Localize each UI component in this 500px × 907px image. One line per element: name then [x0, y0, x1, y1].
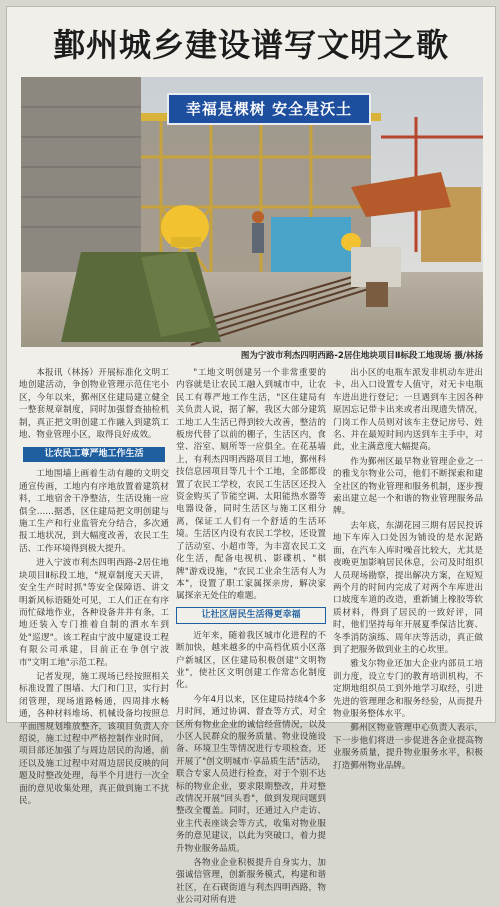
article-column-1	[19, 367, 169, 806]
paragraph: 鄞州区物业管理中心负责人表示，下一步他们将进一步促进各企业提高物业服务质量，提升物业服务水平，积极打造鄞州物业品牌。	[333, 723, 483, 771]
paragraph: 今年4月以来，区住建局持续4个多月时间，通过协调、督查等方式，对全区所有物业企业的诚信经营情况，以及小区人民群众的服务质量、物业设施设备、环境卫生等情况进行专项检查，还开展了"创文明城市·享品质生活"活动，联合专家人员进行检查，对于个别不达标的物业企业，要求限期整改，并对整改情况开展"回头看"，做到发现问题到整改全覆盖。同时，还通过入户走访、业主代表座谈会等方式，收集对物业服务的意见建议，以此为突破口，着力提升物业服务品质。	[176, 694, 326, 854]
paragraph: "工地文明创建另一个非常重要的内容就是让农民工融入到城市中，让农民工有尊严地工作生活，"区住建局有关负责人说，据了解，我区大部分建筑工地工人生活已得到较大改善，整洁的板房代替了以前的棚子，生活区内，食堂、浴室、厕所等一应俱全。在花基墙上，有利杰四明西路项目工地，鄞州科技信息园项目等几十个工地，全部都设置了农民工学校，农民工生活区还投入资金购买了节能空调、太阳能热水器等电器设备，同时生活区与施工区相分离，保证工人们有一个舒适的生活环境。生活区内设有农民工学校，还设置了活动室、小超市等，为丰富农民工文化生活，配备电视机、影碟机、"棋牌"游戏设施，"农民工业余生活有人为本"，设置了职工家属探亲房，解决家属探亲无处住的难题。	[176, 368, 326, 602]
paragraph: 作为鄞州区最早物业管理企业之一的雅戈尔物业公司，他们不断探索和建全社区的物业管理和服务机制，逐步搜索出建立起一个和谐的物业管理服务品牌。	[333, 456, 483, 517]
photo-caption: 图为宁波市利杰四明西路-2居住地块项目Ⅱ标段工地现场 摄/林扬	[240, 351, 483, 361]
paragraph: 近年来，随着我区城市化进程的不断加快，越来越多的中高档优质小区落户新城区，区住建局积极创建"文明物业"，使社区文明创建工作常态化制度化。	[176, 630, 326, 691]
paragraph: 进入宁波市利杰四明西路-2居住地块项目Ⅱ标段工地，"规章制度天天讲，安全生产时时抓"等安全保障语、讲文明新风标语随处可见，工人们正在有序而忙碌地作业，各种设备井井有条，工地还装入专门推着自制的洒水车到处"巡逻"。该工程由宁波中厦建设工程有限公司承建，目前正在争创宁波市"文明工地"示范工程。	[19, 558, 169, 668]
newspaper-page	[6, 6, 496, 906]
headline: 鄞州城乡建设谱写文明之歌	[52, 26, 449, 64]
subheading-migrant-workers: 让农民工尊严地工作生活	[23, 447, 165, 462]
subheading-residents: 让社区居民生活得更幸福	[176, 607, 326, 624]
paragraph: 去年底，东湖花园三期有居民投诉地下车库入口处因为铺设的是水泥路面，在汽车入库时噪音比较大，尤其是夜晚更加影响居民休息，公司及时组织人员现场勘察，提出解决方案，在短短两个月的时间内完成了对两个车库进出口坡度车道的改造，重新铺上橡胶等软质材料，得到了居民的一致好评，同时，他们坚持每年开展夏季保洁比赛、冬季消防演练、周年庆等活动，真正做到了把服务做到业主的心坎里。	[333, 520, 483, 655]
construction-site-photo	[21, 77, 483, 347]
paragraph: 出小区的电瓶车派发非机动车进出卡，出入口设置专人值守，对无卡电瓶车进出进行登记；一旦遇到车主因各种原因忘记带卡出来或者出现遗失情况，门岗工作人员则对该车主登记房号、姓名、并在最短时间内送到车主手中，对此，业主满意度大幅提高。	[333, 368, 483, 453]
paragraph: 雅戈尔物业还加大企业内部员工培训力度，设立专门的教育培训机构，不定期地组织员工到外地学习取经，引进先进的管理理念和服务经验，从而提升物业服务整体水平。	[333, 659, 483, 719]
article-column-2	[176, 367, 326, 906]
article-column-3	[333, 367, 483, 771]
paragraph: 本报讯（林扬）开展标准化文明工地创建活动，争创物业管理示范住宅小区，今年以来，鄞州区住建局建立健全一整套规章制度，同时加强督查抽检机制，真正把文明创建工作融入到建筑工地、物业管理小区，取得良好成效。	[19, 368, 169, 441]
paragraph: 记者发现，施工现场已经按照相关标准设置了围墙、大门和门卫，实行封闭管理，现场道路畅通，四周排水畅通，各种材料堆场、机械设备均按照总平面图规划堆放整齐，该项目负责人介绍说，施工过程中严格控制作业时间，项目部还加强了与周边居民的沟通，前还以及施工过程中对周边居民反映的问题及时整改处理，每半个月进行一次全面的意见收集处理，真正做到施工不扰民。	[19, 671, 169, 806]
paragraph: 工地围墙上画着生动有趣的文明交通宣传画，工地内有序地放置着建筑材料，工地宿舍干净整洁，生活设施一应俱全……据悉，区住建局把文明创建与施工生产和行业监管充分结合，多次通报工地状况，到大幅度改善，农民工生活、工作环境得到极大提升。	[19, 469, 169, 554]
paragraph: 各物业企业积极提升自身实力，加强诚信管理，创新服务模式，构建和谐社区，在石碶街道与利杰四明西路，物业公司对所有进	[176, 858, 326, 906]
safety-slogan-banner: 幸福是棵树 安全是沃土	[167, 93, 371, 125]
